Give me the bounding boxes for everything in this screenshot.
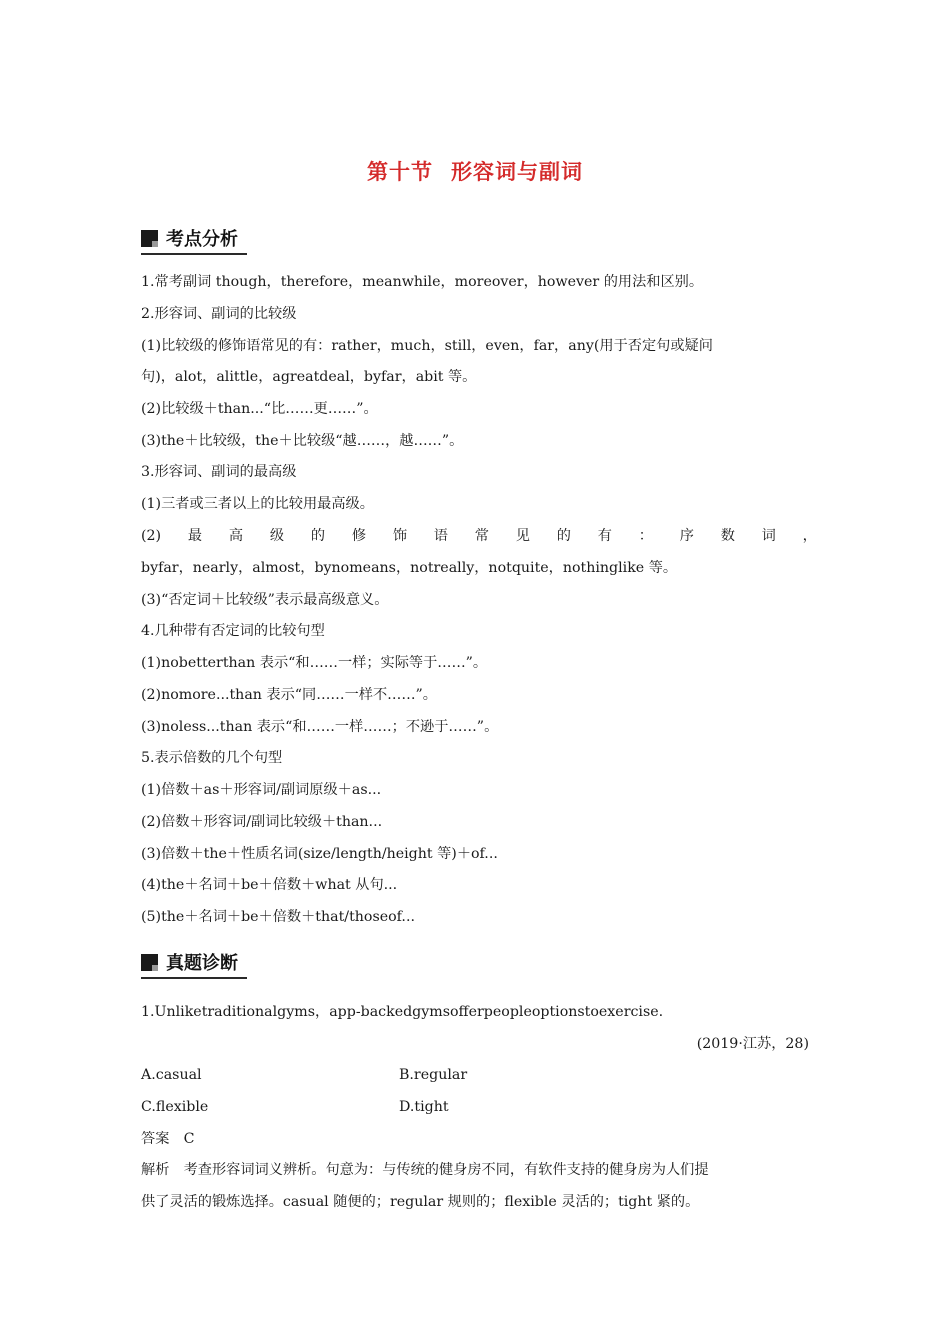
analysis-line: 1.常考副词 though，therefore，meanwhile，moreover，however 的用法和区别。 — [141, 274, 704, 290]
section-heading-analysis — [141, 224, 238, 252]
analysis-line: 5.表示倍数的几个句型 — [141, 750, 283, 766]
title-section-number: 第十节 — [367, 160, 433, 184]
analysis-line: (4)the＋名词＋be＋倍数＋what 从句... — [141, 877, 398, 893]
option-d: D.tight — [399, 1099, 449, 1115]
analysis-line: 句)，alot，alittle，agreatdeal，byfar，abit 等。 — [141, 369, 477, 385]
analysis-line: (3)“否定词＋比较级”表示最高级意义。 — [141, 592, 389, 608]
section-square-icon — [141, 230, 158, 247]
answer-line: 答案 C — [141, 1131, 195, 1147]
analysis-line: (2)比较级＋than...“比……更……”。 — [141, 401, 378, 417]
page-title — [0, 156, 950, 186]
analysis-line: (1)比较级的修饰语常见的有：rather，much，still，even，far，any(用于否定句或疑问 — [141, 338, 713, 354]
section-heading-label: 真题诊断 — [166, 953, 238, 974]
option-b: B.regular — [399, 1067, 468, 1083]
analysis-line: (2)倍数＋形容词/副词比较级＋than... — [141, 814, 383, 830]
explanation-line: 解析 考查形容词词义辨析。句意为：与传统的健身房不同，有软件支持的健身房为人们提 — [141, 1162, 709, 1178]
analysis-line: (1)nobetterthan 表示“和……一样；实际等于……”。 — [141, 655, 488, 671]
title-topic: 形容词与副词 — [451, 160, 583, 184]
question-source: (2019·江苏，28) — [696, 1036, 809, 1052]
analysis-line: (1)倍数＋as＋形容词/副词原级＋as... — [141, 782, 382, 798]
option-c: C.flexible — [141, 1099, 209, 1115]
section-heading-label: 考点分析 — [166, 229, 238, 250]
analysis-line: 4.几种带有否定词的比较句型 — [141, 623, 325, 639]
section-heading-diagnosis — [141, 948, 238, 976]
option-a: A.casual — [141, 1067, 202, 1083]
section-underline — [141, 253, 247, 255]
analysis-spaced-line: (2) 最 高 级 的 修 饰 语 常 见 的 有 ： 序 数 词 ， — [141, 528, 817, 544]
analysis-line: (5)the＋名词＋be＋倍数＋that/thoseof... — [141, 909, 415, 925]
section-square-icon — [141, 954, 158, 971]
analysis-line: (1)三者或三者以上的比较用最高级。 — [141, 496, 374, 512]
analysis-line: (3)noless...than 表示“和……一样……；不逊于……”。 — [141, 719, 499, 735]
analysis-line: (3)倍数＋the＋性质名词(size/length/height 等)＋of... — [141, 846, 498, 862]
explanation-line: 供了灵活的锻炼选择。casual 随便的；regular 规则的；flexible 灵活的；tight 紧的。 — [141, 1194, 700, 1210]
analysis-line: (2)nomore...than 表示“同……一样不……”。 — [141, 687, 437, 703]
analysis-line: (3)the＋比较级，the＋比较级“越……，越……”。 — [141, 433, 464, 449]
analysis-line: 2.形容词、副词的比较级 — [141, 306, 297, 322]
analysis-line: byfar，nearly，almost，bynomeans，notreally，notquite，nothinglike 等。 — [141, 560, 678, 576]
question-stem: 1.Unliketraditionalgyms，app-backedgymsofferpeopleoptionstoexercise. — [141, 1004, 664, 1020]
analysis-line: 3.形容词、副词的最高级 — [141, 464, 297, 480]
section-underline — [141, 977, 247, 979]
